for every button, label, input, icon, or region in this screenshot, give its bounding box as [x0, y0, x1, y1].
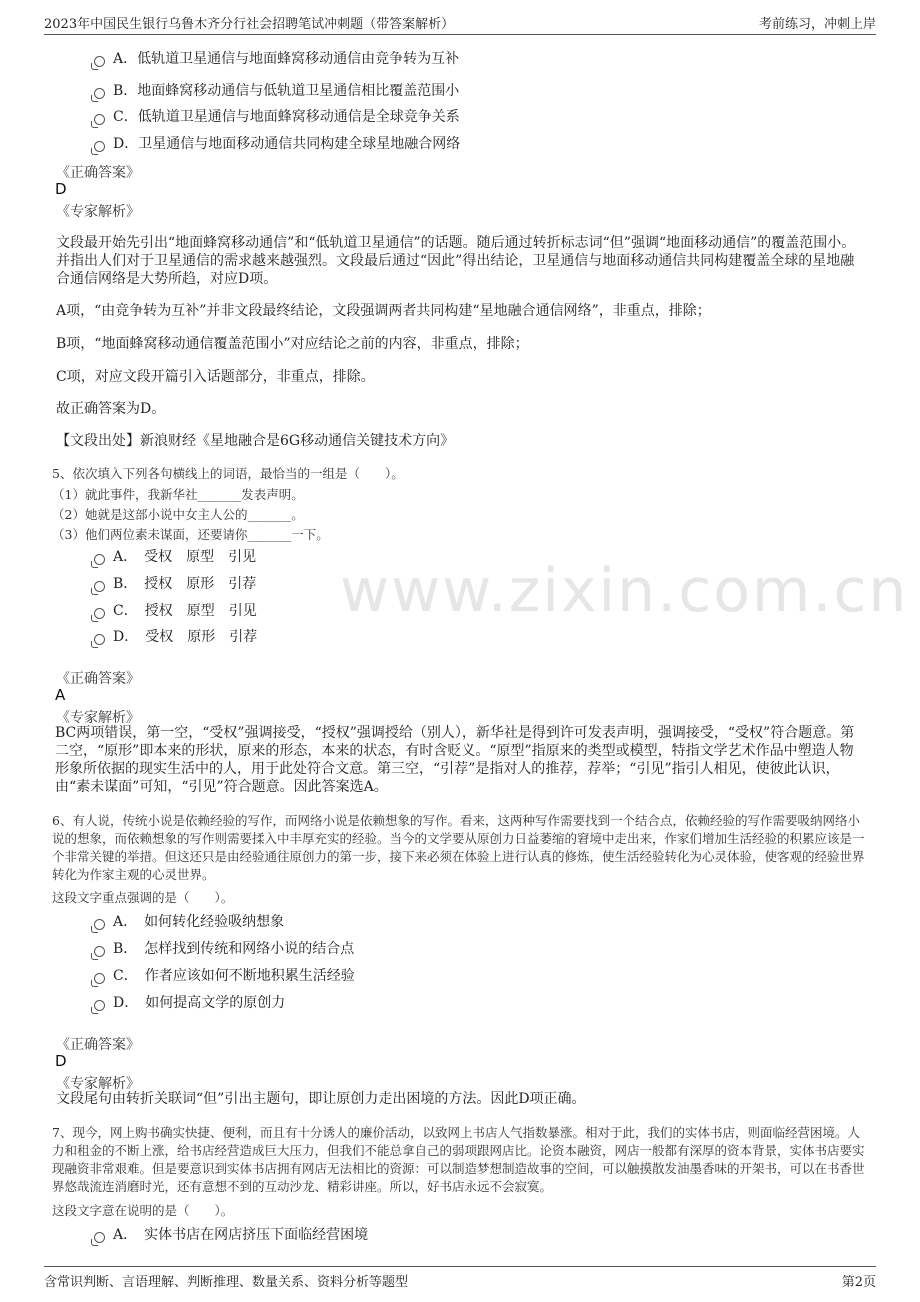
q5-question: 5、依次填入下列各句横线上的词语，最恰当的一组是（ ）。 [52, 466, 404, 481]
q6-prompt: 这段文字重点强调的是（ ）。 [52, 890, 234, 905]
q4-analysis-para-1: 文段最开始先引出“地面蜂窝移动通信”和“低轨道卫星通信”的话题。随后通过转折标志词“但”强调“地面移动通信”的覆盖范围小。并指出人们对于卫星通信的需求越来越强烈。文段最后通过“因此”得出结论，卫星通信与地面移动通信共同构建覆盖全球的星地融合通信网络是大势所趋，对应D项。 [56, 235, 856, 287]
q5-option-a[interactable]: A． 受权 原型 引见 [94, 546, 256, 566]
q4-source: 【文段出处】新浪财经《星地融合是6G移动通信关键技术方向》 [56, 433, 455, 449]
q4-option-b[interactable]: B．地面蜂窝移动通信与低轨道卫星通信相比覆盖范围小 [94, 80, 459, 100]
radio-icon[interactable] [94, 946, 105, 957]
radio-icon[interactable] [94, 919, 105, 930]
radio-icon[interactable] [94, 56, 105, 67]
q6-question: 6、有人说，传统小说是依赖经验的写作，而网络小说是依赖想象的写作。看来，这两种写作需要找到一个结合点，依赖经验的写作需要吸纳网络小说的想象，而依赖想象的写作则需要揉入中丰厚充实的经验。当今的文学要从原创力日益萎缩的窘境中走出来，作家们增加生活经验的积累应该是一个非常关键的举措。但这还只是由经验通往原创力的第一步，接下来必须在体验上进行认真的修炼，使生活经验转化为心灵体验，使客观的经验世界转化为作家主观的心灵世界。 [52, 813, 865, 882]
q5-option-c[interactable]: C． 授权 原型 引见 [94, 600, 257, 620]
radio-icon[interactable] [94, 114, 105, 125]
q7-prompt: 这段文字意在说明的是（ ）。 [52, 1203, 234, 1218]
q7-question: 7、现今，网上购书确实快捷、便利，而且有十分诱人的廉价活动，以致网上书店人气指数暴涨。相对于此，我们的实体书店，则面临经营困境。人力和租金的不断上涨，给书店经营造成巨大压力，但我们不能总拿自己的弱项跟网店比。论资本融资，网店一般都有深厚的资本背景，实体书店要实现融资非常艰难。但是要意识到实体书店拥有网店无法相比的资源：可以制造梦想制造故事的空间，可以触摸散发油墨香味的开架书，可以在书香世界悠哉流连消磨时光，还有意想不到的互动沙龙、精彩讲座。所以，好书店永远不会寂寞。 [52, 1125, 865, 1194]
page-header [44, 10, 876, 35]
q4-analysis-para-4: C项，对应文段开篇引入话题部分，非重点，排除。 [56, 369, 375, 385]
q5-sub-1: （1）就此事件，我新华社_______发表声明。 [52, 487, 304, 502]
q6-option-c[interactable]: C． 作者应该如何不断地积累生活经验 [94, 965, 355, 985]
q5-sub-2: （2）她就是这部小说中女主人公的_______。 [52, 507, 304, 522]
radio-icon[interactable] [94, 608, 105, 619]
q5-analysis-label: 《专家解析》 [56, 710, 140, 726]
q4-option-a[interactable]: A．低轨道卫星通信与地面蜂窝移动通信由竞争转为互补 [94, 48, 459, 68]
q4-analysis-para-2: A项，“由竞争转为互补”并非文段最终结论，文段强调两者共同构建“星地融合通信网络”，非重点，排除； [56, 303, 711, 319]
radio-icon[interactable] [94, 554, 105, 565]
q4-answer-label: 《正确答案》 [56, 165, 140, 181]
radio-icon[interactable] [94, 88, 105, 99]
q6-analysis: 文段尾句由转折关联词“但”引出主题句，即让原创力走出困境的方法。因此D项正确。 [56, 1091, 586, 1107]
header-title: 2023年中国民生银行乌鲁木齐分行社会招聘笔试冲刺题（带答案解析） [44, 17, 455, 32]
q4-analysis-para-3: B项，“地面蜂窝移动通信覆盖范围小”对应结论之前的内容，非重点，排除； [56, 336, 529, 352]
q5-sub-3: （3）他们两位素未谋面，还要请你_______一下。 [52, 527, 329, 542]
q6-analysis-label: 《专家解析》 [56, 1076, 140, 1092]
radio-icon[interactable] [94, 973, 105, 984]
watermark: www.zixin.com.cn [340, 556, 909, 626]
q4-analysis-label: 《专家解析》 [56, 204, 140, 220]
q4-option-d[interactable]: D．卫星通信与地面移动通信共同构建全球星地融合网络 [94, 133, 460, 153]
q6-answer: D [55, 1052, 67, 1070]
q5-option-b[interactable]: B． 授权 原形 引荐 [94, 573, 256, 593]
radio-icon[interactable] [94, 634, 105, 645]
radio-icon[interactable] [94, 581, 105, 592]
q6-option-a[interactable]: A． 如何转化经验吸纳想象 [94, 911, 284, 931]
q5-answer-label: 《正确答案》 [56, 671, 140, 687]
q5-answer: A [55, 686, 66, 704]
q5-analysis: BC两项错误，第一空，“受权”强调接受，“授权”强调授给（别人），新华社是得到许可发表声明，强调接受，“受权”符合题意。第二空，“原形”即本来的形状，原来的形态，本来的状态，有时含贬义。“原型”指原来的类型或模型，特指文学艺术作品中塑造人物形象所依据的现实生活中的人，用于此处符合文意。第三空，“引荐”是指对人的推荐，荐举；“引见”指引人相见，使彼此认识，由“素未谋面”可知，“引见”符合题意。因此答案选A。 [55, 725, 855, 795]
q4-answer: D [55, 180, 67, 198]
radio-icon[interactable] [94, 141, 105, 152]
radio-icon[interactable] [94, 1232, 105, 1243]
q7-option-a[interactable]: A． 实体书店在网店挤压下面临经营困境 [94, 1224, 368, 1244]
q5-option-d[interactable]: D． 受权 原形 引荐 [94, 626, 257, 646]
footer-topics: 含常识判断、言语理解、判断推理、数量关系、资料分析等题型 [44, 1275, 409, 1290]
q4-option-c[interactable]: C．低轨道卫星通信与地面蜂窝移动通信是全球竞争关系 [94, 106, 460, 126]
q4-analysis-para-5: 故正确答案为D。 [56, 401, 166, 417]
page-number: 第2页 [841, 1275, 876, 1290]
radio-icon[interactable] [94, 1000, 105, 1011]
header-slogan: 考前练习，冲刺上岸 [758, 17, 876, 32]
q6-option-b[interactable]: B． 怎样找到传统和网络小说的结合点 [94, 938, 354, 958]
q6-answer-label: 《正确答案》 [56, 1037, 140, 1053]
page-footer [44, 1266, 876, 1290]
q6-option-d[interactable]: D． 如何提高文学的原创力 [94, 992, 285, 1012]
